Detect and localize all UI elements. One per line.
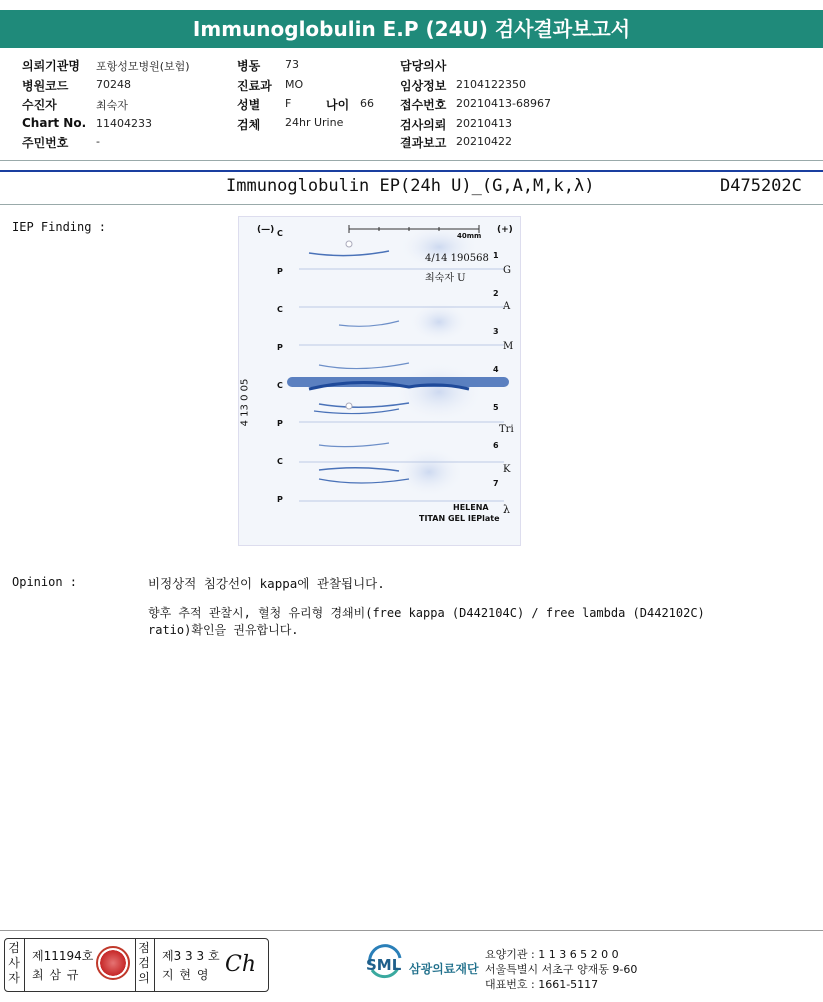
trough-number: 3: [493, 327, 499, 336]
clinical-info-value: 2104122350: [456, 78, 526, 91]
lane-label: P: [277, 343, 283, 352]
trough-number: 4: [493, 365, 499, 374]
receipt-no-label: 접수번호: [400, 98, 447, 112]
ward-value: 73: [285, 58, 299, 71]
gel-brand-1: HELENA: [453, 503, 489, 512]
gel-scale-label: 40mm: [457, 232, 482, 240]
hospital-code-label: 병원코드: [22, 79, 69, 93]
test-code: D475202C: [720, 176, 802, 196]
tester-license: 제11194호: [32, 949, 94, 963]
lane-label: P: [277, 495, 283, 504]
seal-stamp: [96, 946, 130, 980]
report-date-label: 결과보고: [400, 136, 447, 150]
chart-no-label: Chart No.: [22, 116, 87, 130]
request-date-label: 검사의뢰: [400, 118, 447, 132]
trough-number: 5: [493, 403, 499, 412]
opinion-label: Opinion :: [12, 575, 78, 589]
lane-label: C: [277, 381, 283, 390]
specimen-label: 검체: [237, 118, 261, 132]
antiserum-label: M: [503, 341, 514, 352]
age-label: 나이: [326, 98, 350, 112]
report-title: Immunoglobulin E.P (24U) 검사결과보고서: [0, 10, 823, 48]
care-no: 요양기관 : 1 1 3 6 5 2 0 0: [485, 948, 619, 961]
footer-divider: [0, 930, 823, 931]
lane-label: C: [277, 457, 283, 466]
institution-value: 포항성모병원(보험): [96, 60, 190, 73]
trough-number: 6: [493, 441, 499, 450]
sex-value: F: [285, 97, 292, 110]
dept-value: MO: [285, 78, 304, 91]
antiserum-label: K: [503, 464, 511, 475]
iep-gel-image: [238, 216, 521, 546]
age-value: 66: [360, 97, 374, 110]
checker-name: 지 현 영: [162, 968, 210, 982]
box-separator: [135, 938, 136, 992]
gel-brand-2: TITAN GEL IEPlate: [419, 514, 500, 523]
gel-minus-label: (—): [257, 225, 275, 235]
lane-label: C: [277, 305, 283, 314]
examinee-value: 최숙자: [96, 99, 128, 112]
box-separator: [154, 938, 155, 992]
rule-top: [0, 170, 823, 172]
dept-label: 진료과: [237, 79, 272, 93]
hospital-code-value: 70248: [96, 78, 131, 91]
opinion-line-3: ratio)확인을 권유합니다.: [148, 623, 299, 637]
antiserum-label: G: [503, 265, 511, 276]
phone: 대표번호 : 1661-5117: [485, 978, 599, 991]
chart-no-value: 11404233: [96, 117, 152, 130]
antiserum-label: λ: [503, 503, 510, 516]
signature: Ch: [225, 952, 257, 977]
gel-note-2: 최숙자 U: [425, 273, 466, 284]
sml-logo-text: SML: [366, 956, 402, 974]
lane-label: P: [277, 419, 283, 428]
opinion-line-2: 향후 추적 관찰시, 혈청 유리형 경쇄비(free kappa (D442104C) / free lambda (D442102C): [148, 606, 705, 620]
antiserum-label: A: [503, 301, 511, 312]
institution-label: 의뢰기관명: [22, 59, 80, 73]
doctor-label: 담당의사: [400, 59, 447, 73]
clinical-info-label: 임상정보: [400, 79, 447, 93]
receipt-no-value: 20210413-68967: [456, 97, 551, 110]
lane-label: C: [277, 229, 283, 238]
examinee-label: 수진자: [22, 98, 57, 112]
checker-vertical-label: 점검의: [138, 941, 150, 985]
specimen-value: 24hr Urine: [285, 116, 344, 129]
report-date-value: 20210422: [456, 135, 512, 148]
address: 서울특별시 서초구 양재동 9-60: [485, 963, 638, 976]
checker-license: 제3 3 3 호: [162, 949, 220, 963]
request-date-value: 20210413: [456, 117, 512, 130]
org-name: 삼광의료재단: [409, 962, 479, 976]
ward-label: 병동: [237, 59, 261, 73]
tester-vertical-label: 검사자: [8, 941, 20, 985]
resident-no-label: 주민번호: [22, 136, 69, 150]
test-name: Immunoglobulin EP(24h U)_(G,A,M,k,λ): [226, 176, 595, 196]
iep-finding-label: IEP Finding :: [12, 220, 106, 234]
sex-label: 성별: [237, 98, 261, 112]
trough-number: 2: [493, 289, 499, 298]
gel-side-code: 4 13 0 05: [239, 378, 251, 427]
antiserum-label: Tri: [499, 424, 514, 435]
gel-note-1: 4/14 190568: [425, 253, 489, 264]
resident-no-value: -: [96, 135, 100, 148]
tester-name: 최 삼 규: [32, 968, 80, 982]
rule-bottom: [0, 204, 823, 205]
gel-plus-label: (+): [497, 225, 513, 235]
divider: [0, 160, 823, 161]
lane-label: P: [277, 267, 283, 276]
trough-number: 7: [493, 479, 499, 488]
trough-number: 1: [493, 251, 499, 260]
opinion-line-1: 비정상적 침강선이 kappa에 관찰됩니다.: [148, 576, 385, 591]
box-separator: [24, 938, 25, 992]
